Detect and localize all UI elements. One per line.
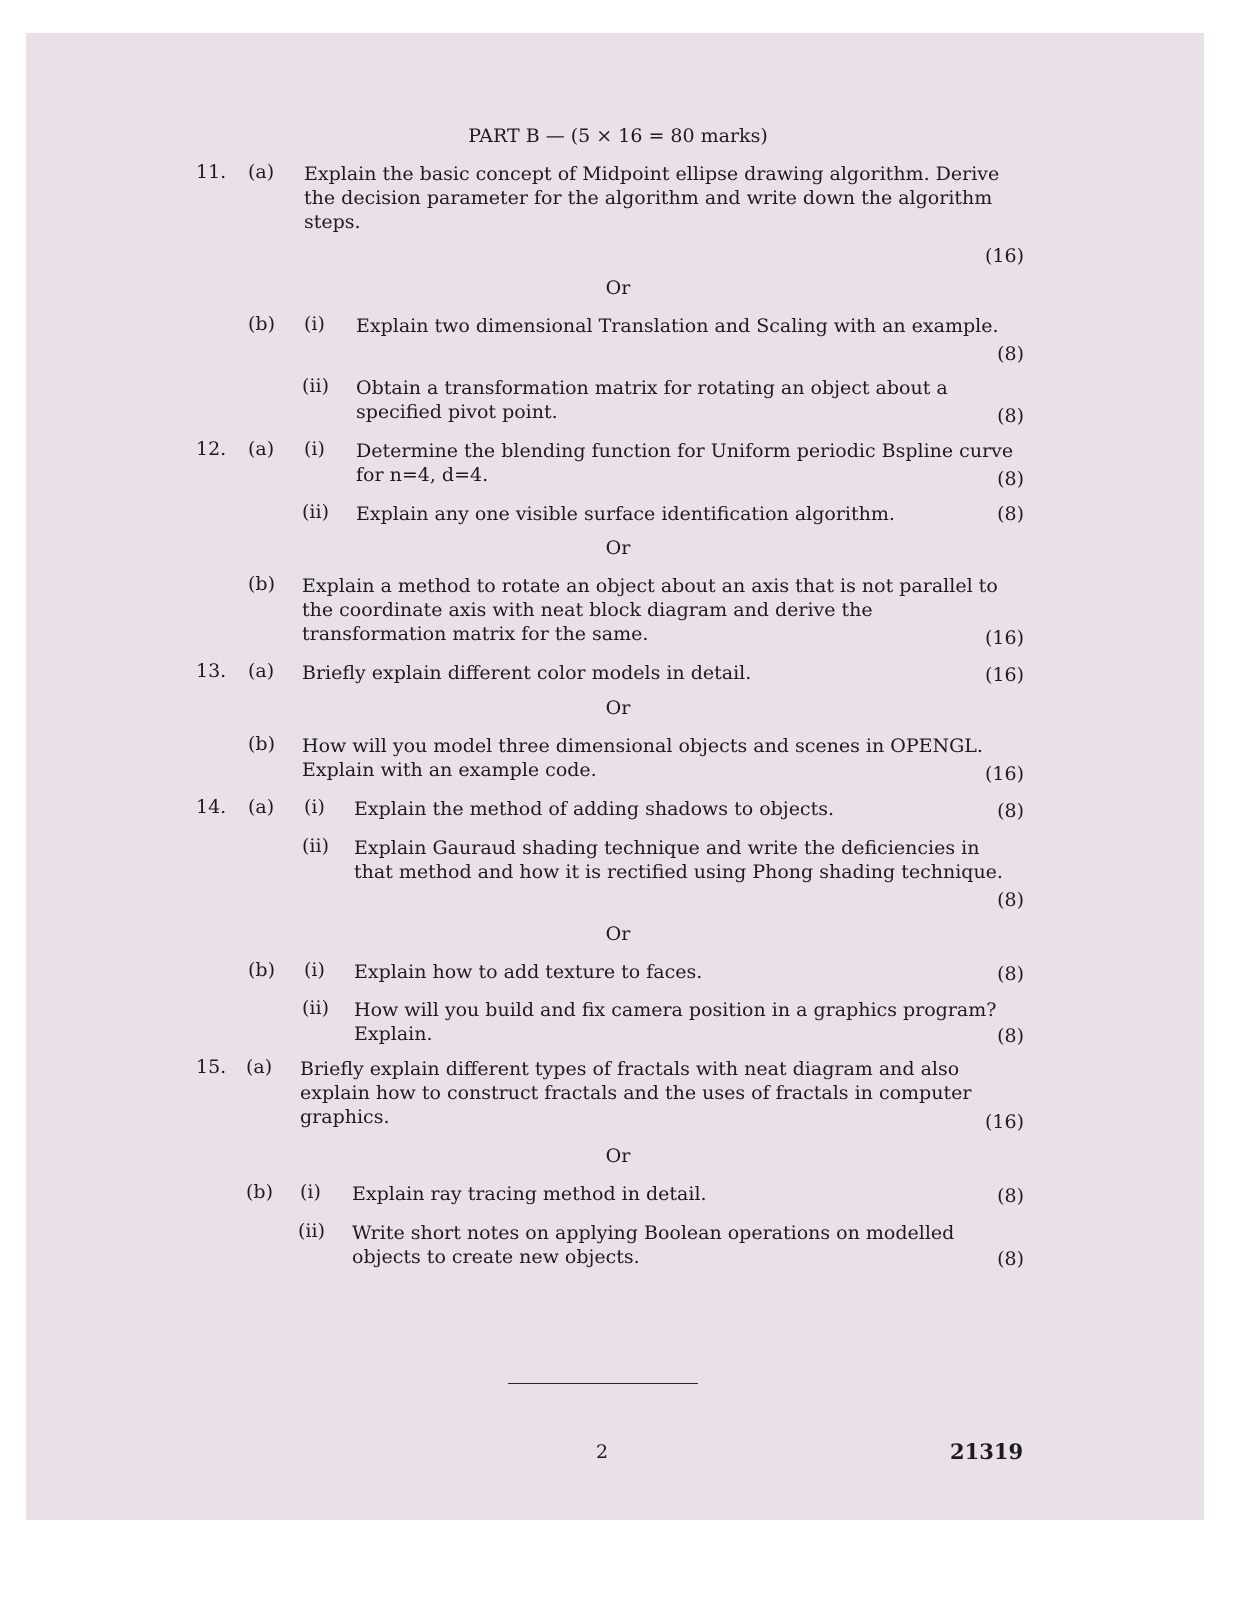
q12-b-line3: transformation matrix for the same. — [302, 623, 649, 645]
q15-b-ii-text — [352, 1221, 1026, 1269]
q15-b-ii-line2: objects to create new objects. — [352, 1246, 640, 1268]
q11-b-i-label: (i) — [304, 313, 325, 335]
q15-a-label: (a) — [246, 1056, 273, 1078]
q14-b-label: (b) — [248, 959, 275, 981]
q11-a-line1: Explain the basic concept of Midpoint ellipse drawing algorithm. Derive — [304, 163, 1000, 185]
q15-a-text — [300, 1057, 1026, 1129]
q13-a-text: Briefly explain different color models in detail. — [302, 662, 752, 684]
q15-b-i-marks: (8) — [997, 1185, 1024, 1207]
question-number-15: 15. — [196, 1056, 227, 1078]
q12-b-line1: Explain a method to rotate an object about an axis that is not parallel to — [302, 575, 998, 597]
q12-a-label: (a) — [248, 438, 275, 460]
q11-b-ii-marks: (8) — [997, 405, 1024, 427]
q14-a-label: (a) — [248, 796, 275, 818]
or-divider-15: Or — [605, 1145, 631, 1167]
q14-b-i-text: Explain how to add texture to faces. — [354, 961, 703, 983]
q15-a-line2: explain how to construct fractals and the uses of fractals in computer — [300, 1082, 972, 1104]
q15-b-label: (b) — [246, 1181, 273, 1203]
question-number-12: 12. — [196, 438, 227, 460]
q14-a-ii-text — [354, 836, 1026, 884]
q12-b-label: (b) — [248, 573, 275, 595]
q13-b-marks: (16) — [984, 763, 1024, 785]
q14-a-i-marks: (8) — [997, 800, 1024, 822]
q14-b-ii-marks: (8) — [997, 1025, 1024, 1047]
q11-b-ii-text — [356, 376, 1026, 424]
q15-b-i-text: Explain ray tracing method in detail. — [352, 1183, 707, 1205]
q14-a-ii-line1: Explain Gauraud shading technique and write the deficiencies in — [354, 837, 980, 859]
q15-a-marks: (16) — [984, 1111, 1024, 1133]
q13-b-label: (b) — [248, 733, 275, 755]
q15-b-ii-marks: (8) — [997, 1248, 1024, 1270]
or-divider-11: Or — [605, 277, 631, 299]
q12-b-line2: the coordinate axis with neat block diagram and derive the — [302, 599, 873, 621]
q12-a-ii-marks: (8) — [997, 503, 1024, 525]
or-divider-13: Or — [605, 697, 631, 719]
q11-a-line3: steps. — [304, 211, 361, 233]
q11-b-ii-line2: specified pivot point. — [356, 401, 558, 423]
q14-a-ii-label: (ii) — [302, 835, 329, 857]
q13-b-line1: How will you model three dimensional objects and scenes in OPENGL. — [302, 735, 983, 757]
q14-b-i-label: (i) — [304, 959, 325, 981]
question-number-14: 14. — [196, 796, 227, 818]
q14-a-ii-line2: that method and how it is rectified using Phong shading technique. — [354, 861, 1003, 883]
or-divider-14: Or — [605, 923, 631, 945]
q14-a-i-label: (i) — [304, 796, 325, 818]
q13-a-label: (a) — [248, 660, 275, 682]
q14-b-ii-line1: How will you build and fix camera position in a graphics program? — [354, 999, 997, 1021]
q11-b-ii-line1: Obtain a transformation matrix for rotating an object about a — [356, 377, 948, 399]
q12-a-i-marks: (8) — [997, 468, 1024, 490]
q13-b-text — [302, 734, 1026, 782]
q11-a-label: (a) — [248, 161, 275, 183]
or-divider-12: Or — [605, 537, 631, 559]
q12-a-i-line1: Determine the blending function for Uniform periodic Bspline curve — [356, 440, 1014, 462]
question-number-11: 11. — [196, 161, 227, 183]
q11-b-ii-label: (ii) — [302, 375, 329, 397]
q14-b-ii-label: (ii) — [302, 997, 329, 1019]
q12-a-ii-text: Explain any one visible surface identification algorithm. — [356, 503, 895, 525]
q11-a-text — [304, 162, 1026, 234]
q15-a-line3: graphics. — [300, 1106, 390, 1128]
page-number: 2 — [596, 1441, 609, 1463]
q11-a-line2: the decision parameter for the algorithm and write down the algorithm — [304, 187, 993, 209]
q11-b-label: (b) — [248, 313, 275, 335]
q11-b-i-text: Explain two dimensional Translation and Scaling with an example. — [356, 315, 999, 337]
q15-a-line1: Briefly explain different types of fractals with neat diagram and also — [300, 1058, 960, 1080]
q11-a-marks: (16) — [984, 245, 1024, 267]
q14-a-i-text: Explain the method of adding shadows to objects. — [354, 798, 835, 820]
end-rule — [508, 1383, 698, 1384]
q15-b-ii-line1: Write short notes on applying Boolean operations on modelled — [352, 1222, 955, 1244]
q14-a-ii-marks: (8) — [997, 889, 1024, 911]
q13-b-line2: Explain with an example code. — [302, 759, 597, 781]
part-title: PART B — (5 × 16 = 80 marks) — [468, 125, 768, 147]
q14-b-i-marks: (8) — [997, 963, 1024, 985]
q13-a-marks: (16) — [984, 664, 1024, 686]
q15-b-ii-label: (ii) — [298, 1220, 325, 1242]
paper-code: 21319 — [950, 1439, 1024, 1464]
q15-b-i-label: (i) — [300, 1181, 321, 1203]
q14-b-ii-line2: Explain. — [354, 1023, 433, 1045]
question-number-13: 13. — [196, 660, 227, 682]
q12-b-text — [302, 574, 1026, 646]
q12-b-marks: (16) — [984, 627, 1024, 649]
q14-b-ii-text — [354, 998, 1026, 1046]
q12-a-i-line2: for n=4, d=4. — [356, 464, 489, 486]
q12-a-i-label: (i) — [304, 438, 325, 460]
q11-b-i-marks: (8) — [997, 343, 1024, 365]
q12-a-i-text — [356, 439, 1026, 487]
q12-a-ii-label: (ii) — [302, 501, 329, 523]
